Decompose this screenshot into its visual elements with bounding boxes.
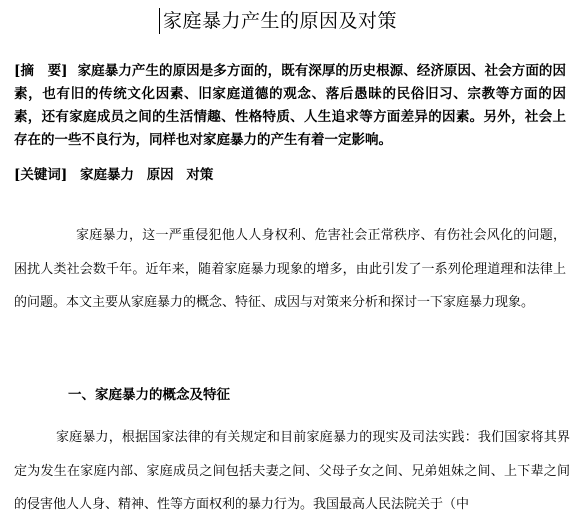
- document-title: 家庭暴力产生的原因及对策: [163, 10, 398, 32]
- abstract-label: [摘 要]: [14, 63, 68, 79]
- abstract-text: 家庭暴力产生的原因是多方面的，既有深厚的历史根源、经济原因、社会方面的因素，也有旧的传统文化因素、旧家庭道德的观念、落后愚昧的民俗旧习、宗教等方面的因素，还有家庭成员之间的生活情趣、性格特质、人生追求等方面差异的因素。另外，社会上存在的一些不良行为，同样也对家庭暴力的产生有着一定影响。: [14, 63, 566, 148]
- intro-paragraph: 家庭暴力，这一严重侵犯他人人身权利、危害社会正常秩序、有伤社会风化的问题，困扰人类社会数千年。近年来，随着家庭暴力现象的增多，由此引发了一系列伦理道理和法律上的问题。本文主要从家庭暴力的概念、特征、成因与对策来分析和探讨一下家庭暴力现象。: [14, 228, 566, 310]
- keyword-item: 原因: [146, 167, 174, 183]
- section-heading: 一、家庭暴力的概念及特征: [68, 387, 230, 403]
- text-cursor: [159, 8, 160, 34]
- keywords-label: [关键词]: [14, 167, 68, 183]
- keyword-item: 家庭暴力: [79, 167, 134, 183]
- section-paragraph: 家庭暴力，根据国家法律的有关规定和目前家庭暴力的现实及司法实践：我们国家将其界定为发生在家庭内部、家庭成员之间包括夫妻之间、父母子女之间、兄弟姐妹之间、上下辈之间的侵害他人人身、精神、性等方面权利的暴力行为。我国最高人民法院关于（中: [14, 430, 570, 512]
- keywords-line: [14, 165, 566, 185]
- abstract-paragraph: [14, 60, 566, 152]
- keyword-item: 对策: [186, 167, 214, 183]
